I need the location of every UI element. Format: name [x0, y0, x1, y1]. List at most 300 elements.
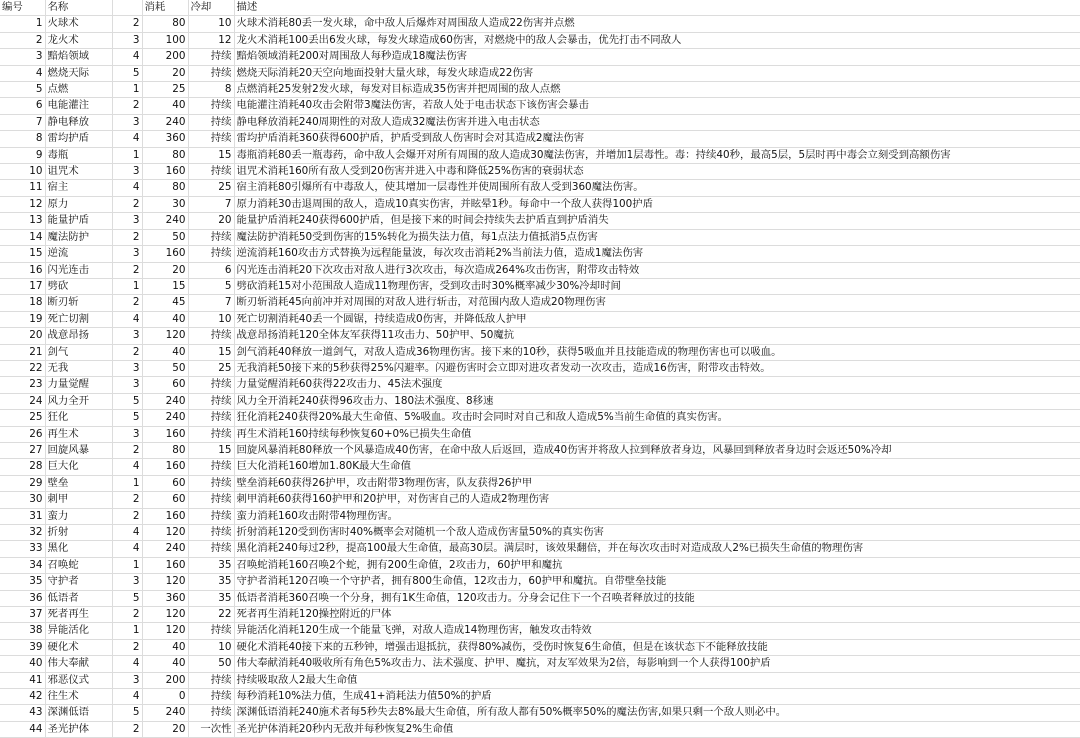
- cell-name[interactable]: 点燃: [45, 82, 112, 98]
- cell-name[interactable]: 能量护盾: [45, 213, 112, 229]
- header-cooldown[interactable]: 冷却: [188, 0, 234, 16]
- cell-level[interactable]: 3: [112, 360, 142, 376]
- cell-id[interactable]: 4: [0, 65, 45, 81]
- table-row: [0, 623, 1080, 639]
- cell-name[interactable]: 再生术: [45, 426, 112, 442]
- cell-name[interactable]: 召唤蛇: [45, 557, 112, 573]
- cell-id[interactable]: 6: [0, 98, 45, 114]
- cell-description[interactable]: 死亡切割消耗40丢一个圆锯，持续造成0伤害，并降低敌人护甲: [234, 311, 1080, 327]
- cell-cost[interactable]: 120: [142, 623, 188, 639]
- header-name[interactable]: 名称: [45, 0, 112, 16]
- header-id[interactable]: 编号: [0, 0, 45, 16]
- cell-name[interactable]: 毒瓶: [45, 147, 112, 163]
- cell-description[interactable]: 战意昂扬消耗120全体友军获得11攻击力、50护甲、50魔抗: [234, 328, 1080, 344]
- cell-cooldown[interactable]: 持续: [188, 459, 234, 475]
- cell-cost[interactable]: 360: [142, 590, 188, 606]
- cell-name[interactable]: 力量觉醒: [45, 377, 112, 393]
- cell-description[interactable]: 黑化消耗240每过2秒，提高100最大生命值，最高30层。满层时，该效果翻倍，并在每次攻击时对造成敌人2%已损失生命值的物理伤害: [234, 541, 1080, 557]
- cell-description[interactable]: 异能活化消耗120生成一个能量飞弹，对敌人造成14物理伤害，触发攻击特效: [234, 623, 1080, 639]
- cell-cooldown[interactable]: 8: [188, 82, 234, 98]
- table-row: [0, 639, 1080, 655]
- cell-id[interactable]: 27: [0, 442, 45, 458]
- cell-id[interactable]: 11: [0, 180, 45, 196]
- cell-cooldown[interactable]: 持续: [188, 705, 234, 721]
- cell-cost[interactable]: 160: [142, 246, 188, 262]
- table-row: [0, 721, 1080, 737]
- cell-name[interactable]: 火球术: [45, 16, 112, 32]
- cell-name[interactable]: 劈砍: [45, 278, 112, 294]
- cell-name[interactable]: 黑化: [45, 541, 112, 557]
- cell-id[interactable]: 39: [0, 639, 45, 655]
- cell-level[interactable]: 2: [112, 196, 142, 212]
- cell-level[interactable]: 1: [112, 557, 142, 573]
- cell-id[interactable]: 23: [0, 377, 45, 393]
- cell-cost[interactable]: 240: [142, 410, 188, 426]
- cell-cooldown[interactable]: 持续: [188, 377, 234, 393]
- cell-description[interactable]: 原力消耗30击退周围的敌人，造成10真实伤害，并眩晕1秒。每命中一个敌人获得100护盾: [234, 196, 1080, 212]
- cell-level[interactable]: 2: [112, 607, 142, 623]
- cell-id[interactable]: 17: [0, 278, 45, 294]
- cell-id[interactable]: 31: [0, 508, 45, 524]
- cell-description[interactable]: 龙火术消耗100丢出6发火球，每发火球造成60伤害，对燃烧中的敌人会暴击，优先打击不同敌人: [234, 32, 1080, 48]
- cell-id[interactable]: 26: [0, 426, 45, 442]
- cell-cost[interactable]: 240: [142, 393, 188, 409]
- cell-level[interactable]: 3: [112, 672, 142, 688]
- cell-id[interactable]: 38: [0, 623, 45, 639]
- cell-description[interactable]: 回旋风暴消耗80释放一个风暴造成40伤害，在命中敌人后返回，造成40伤害并将敌人拉到释放者身边，风暴回到释放者身边时会返还50%冷却: [234, 442, 1080, 458]
- cell-id[interactable]: 35: [0, 574, 45, 590]
- cell-id[interactable]: 34: [0, 557, 45, 573]
- cell-cost[interactable]: 45: [142, 295, 188, 311]
- cell-level[interactable]: 2: [112, 295, 142, 311]
- cell-cost[interactable]: 80: [142, 442, 188, 458]
- table-row: [0, 147, 1080, 163]
- cell-level[interactable]: 3: [112, 574, 142, 590]
- cell-cost[interactable]: 20: [142, 65, 188, 81]
- cell-cooldown[interactable]: 5: [188, 278, 234, 294]
- cell-name[interactable]: 断刃斩: [45, 295, 112, 311]
- cell-description[interactable]: 魔法防护消耗50受到伤害的15%转化为损失法力值，每1点法力值抵消5点伤害: [234, 229, 1080, 245]
- cell-description[interactable]: 力量觉醒消耗60获得22攻击力、45法术强度: [234, 377, 1080, 393]
- cell-level[interactable]: 2: [112, 508, 142, 524]
- cell-cost[interactable]: 120: [142, 574, 188, 590]
- cell-description[interactable]: 再生术消耗160持续每秒恢复60+0%已损失生命值: [234, 426, 1080, 442]
- cell-cost[interactable]: 240: [142, 213, 188, 229]
- cell-name[interactable]: 雷均护盾: [45, 131, 112, 147]
- cell-level[interactable]: 3: [112, 213, 142, 229]
- cell-id[interactable]: 8: [0, 131, 45, 147]
- table-row: [0, 16, 1080, 32]
- cell-cooldown[interactable]: 一次性: [188, 721, 234, 737]
- cell-description[interactable]: 折射消耗120受到伤害时40%概率会对随机一个敌人造成伤害量50%的真实伤害: [234, 525, 1080, 541]
- cell-description[interactable]: 持续吸取敌人2最大生命值: [234, 672, 1080, 688]
- cell-cooldown[interactable]: 35: [188, 574, 234, 590]
- cell-name[interactable]: 硬化术: [45, 639, 112, 655]
- cell-cooldown[interactable]: 10: [188, 311, 234, 327]
- cell-name[interactable]: 伟大奉献: [45, 656, 112, 672]
- cell-id[interactable]: 24: [0, 393, 45, 409]
- cell-cost[interactable]: 40: [142, 344, 188, 360]
- cell-level[interactable]: 4: [112, 311, 142, 327]
- table-row: [0, 689, 1080, 705]
- cell-cost[interactable]: 120: [142, 328, 188, 344]
- table-row: [0, 278, 1080, 294]
- cell-cost[interactable]: 80: [142, 147, 188, 163]
- table-row: [0, 328, 1080, 344]
- table-row: [0, 65, 1080, 81]
- cell-name[interactable]: 圣光护体: [45, 721, 112, 737]
- cell-id[interactable]: 3: [0, 49, 45, 65]
- cell-name[interactable]: 回旋风暴: [45, 442, 112, 458]
- cell-cost[interactable]: 80: [142, 180, 188, 196]
- cell-description[interactable]: 召唤蛇消耗160召唤2个蛇，拥有200生命值，2攻击力，60护甲和魔抗: [234, 557, 1080, 573]
- cell-cost[interactable]: 60: [142, 492, 188, 508]
- cell-level[interactable]: 4: [112, 131, 142, 147]
- cell-name[interactable]: 折射: [45, 525, 112, 541]
- cell-id[interactable]: 20: [0, 328, 45, 344]
- cell-level[interactable]: 3: [112, 114, 142, 130]
- cell-cost[interactable]: 20: [142, 721, 188, 737]
- cell-description[interactable]: 诅咒术消耗160所有敌人受到20伤害并进入中毒和降低25%伤害的衰弱状态: [234, 164, 1080, 180]
- cell-id[interactable]: 40: [0, 656, 45, 672]
- cell-cost[interactable]: 25: [142, 82, 188, 98]
- cell-level[interactable]: 5: [112, 410, 142, 426]
- cell-name[interactable]: 逆流: [45, 246, 112, 262]
- cell-id[interactable]: 12: [0, 196, 45, 212]
- cell-cooldown[interactable]: 持续: [188, 164, 234, 180]
- cell-id[interactable]: 14: [0, 229, 45, 245]
- cell-cooldown[interactable]: 持续: [188, 541, 234, 557]
- cell-cooldown[interactable]: 15: [188, 442, 234, 458]
- cell-cooldown[interactable]: 6: [188, 262, 234, 278]
- cell-cooldown[interactable]: 15: [188, 344, 234, 360]
- cell-id[interactable]: 21: [0, 344, 45, 360]
- cell-name[interactable]: 深渊低语: [45, 705, 112, 721]
- cell-description[interactable]: 燃烧天际消耗20天空向地面投射大量火球，每发火球造成22伤害: [234, 65, 1080, 81]
- cell-cooldown[interactable]: 持续: [188, 246, 234, 262]
- cell-name[interactable]: 刺甲: [45, 492, 112, 508]
- cell-level[interactable]: 3: [112, 328, 142, 344]
- cell-id[interactable]: 33: [0, 541, 45, 557]
- cell-id[interactable]: 1: [0, 16, 45, 32]
- cell-level[interactable]: 4: [112, 459, 142, 475]
- cell-level[interactable]: 2: [112, 344, 142, 360]
- cell-description[interactable]: 死者再生消耗120操控附近的尸体: [234, 607, 1080, 623]
- cell-description[interactable]: 宿主消耗80引爆所有中毒敌人，使其增加一层毒性并使周围所有敌人受到360魔法伤害。: [234, 180, 1080, 196]
- cell-description[interactable]: 伟大奉献消耗40吸收所有角色5%攻击力、法术强度、护甲、魔抗，对友军效果为2倍，每影响到一个人获得100护盾: [234, 656, 1080, 672]
- cell-cost[interactable]: 15: [142, 278, 188, 294]
- cell-cooldown[interactable]: 35: [188, 557, 234, 573]
- cell-level[interactable]: 3: [112, 426, 142, 442]
- cell-description[interactable]: 逆流消耗160攻击方式替换为远程能量波，每次攻击消耗2%当前法力值，造成1魔法伤害: [234, 246, 1080, 262]
- cell-level[interactable]: 5: [112, 393, 142, 409]
- cell-cost[interactable]: 30: [142, 196, 188, 212]
- table-row: [0, 131, 1080, 147]
- header-level[interactable]: [112, 0, 142, 16]
- cell-cooldown[interactable]: 持续: [188, 114, 234, 130]
- cell-cost[interactable]: 60: [142, 377, 188, 393]
- cell-cost[interactable]: 160: [142, 508, 188, 524]
- cell-cooldown[interactable]: 10: [188, 639, 234, 655]
- cell-cost[interactable]: 0: [142, 689, 188, 705]
- cell-cost[interactable]: 40: [142, 656, 188, 672]
- cell-level[interactable]: 5: [112, 705, 142, 721]
- cell-id[interactable]: 7: [0, 114, 45, 130]
- cell-level[interactable]: 4: [112, 180, 142, 196]
- cell-cost[interactable]: 200: [142, 672, 188, 688]
- cell-cost[interactable]: 160: [142, 557, 188, 573]
- cell-name[interactable]: 剑气: [45, 344, 112, 360]
- cell-id[interactable]: 25: [0, 410, 45, 426]
- cell-cooldown[interactable]: 持续: [188, 328, 234, 344]
- cell-name[interactable]: 静电释放: [45, 114, 112, 130]
- cell-description[interactable]: 巨大化消耗160增加1.80K最大生命值: [234, 459, 1080, 475]
- cell-cooldown[interactable]: 25: [188, 360, 234, 376]
- cell-cost[interactable]: 240: [142, 541, 188, 557]
- cell-id[interactable]: 5: [0, 82, 45, 98]
- table-row: [0, 180, 1080, 196]
- cell-level[interactable]: 2: [112, 442, 142, 458]
- table-row: [0, 705, 1080, 721]
- cell-level[interactable]: 3: [112, 32, 142, 48]
- cell-name[interactable]: 邪恶仪式: [45, 672, 112, 688]
- cell-cooldown[interactable]: 12: [188, 32, 234, 48]
- cell-cooldown[interactable]: 50: [188, 656, 234, 672]
- cell-level[interactable]: 2: [112, 639, 142, 655]
- cell-name[interactable]: 狂化: [45, 410, 112, 426]
- cell-cooldown[interactable]: 22: [188, 607, 234, 623]
- cell-cost[interactable]: 60: [142, 475, 188, 491]
- cell-id[interactable]: 32: [0, 525, 45, 541]
- cell-cost[interactable]: 160: [142, 459, 188, 475]
- cell-cooldown[interactable]: 持续: [188, 229, 234, 245]
- cell-name[interactable]: 巨大化: [45, 459, 112, 475]
- header-cost[interactable]: 消耗: [142, 0, 188, 16]
- cell-level[interactable]: 4: [112, 49, 142, 65]
- cell-name[interactable]: 诅咒术: [45, 164, 112, 180]
- cell-description[interactable]: 毒瓶消耗80丢一瓶毒药，命中敌人会爆开对所有周围的敌人造成30魔法伤害，并增加1层毒性。毒：持续40秒，最高5层，5层时再中毒会立刻受到高额伤害: [234, 147, 1080, 163]
- cell-cooldown[interactable]: 15: [188, 147, 234, 163]
- cell-level[interactable]: 1: [112, 147, 142, 163]
- table-row: [0, 459, 1080, 475]
- cell-id[interactable]: 2: [0, 32, 45, 48]
- cell-level[interactable]: 1: [112, 623, 142, 639]
- cell-level[interactable]: 4: [112, 541, 142, 557]
- cell-description[interactable]: 蛮力消耗160攻击附带4物理伤害。: [234, 508, 1080, 524]
- cell-id[interactable]: 29: [0, 475, 45, 491]
- cell-id[interactable]: 18: [0, 295, 45, 311]
- cell-id[interactable]: 30: [0, 492, 45, 508]
- cell-id[interactable]: 43: [0, 705, 45, 721]
- table-row: [0, 196, 1080, 212]
- cell-description[interactable]: 守护者消耗120召唤一个守护者，拥有800生命值，12攻击力，60护甲和魔抗。自带壁垒技能: [234, 574, 1080, 590]
- cell-cost[interactable]: 40: [142, 311, 188, 327]
- cell-cooldown[interactable]: 7: [188, 295, 234, 311]
- cell-level[interactable]: 4: [112, 525, 142, 541]
- cell-name[interactable]: 壁垒: [45, 475, 112, 491]
- cell-cost[interactable]: 120: [142, 607, 188, 623]
- cell-level[interactable]: 2: [112, 492, 142, 508]
- cell-name[interactable]: 闪光连击: [45, 262, 112, 278]
- cell-cooldown[interactable]: 25: [188, 180, 234, 196]
- cell-description[interactable]: 静电释放消耗240周期性的对敌人造成32魔法伤害并进入电击状态: [234, 114, 1080, 130]
- cell-cooldown[interactable]: 35: [188, 590, 234, 606]
- cell-level[interactable]: 1: [112, 278, 142, 294]
- cell-level[interactable]: 2: [112, 16, 142, 32]
- cell-level[interactable]: 1: [112, 475, 142, 491]
- cell-cost[interactable]: 40: [142, 98, 188, 114]
- table-row: [0, 557, 1080, 573]
- cell-level[interactable]: 2: [112, 98, 142, 114]
- table-row: [0, 393, 1080, 409]
- cell-cooldown[interactable]: 持续: [188, 492, 234, 508]
- cell-description[interactable]: 壁垒消耗60获得26护甲，攻击附带3物理伤害，队友获得26护甲: [234, 475, 1080, 491]
- header-description[interactable]: 描述: [234, 0, 1080, 16]
- cell-name[interactable]: 异能活化: [45, 623, 112, 639]
- cell-name[interactable]: 往生术: [45, 689, 112, 705]
- cell-name[interactable]: 守护者: [45, 574, 112, 590]
- cell-cost[interactable]: 160: [142, 426, 188, 442]
- cell-cooldown[interactable]: 20: [188, 213, 234, 229]
- cell-id[interactable]: 15: [0, 246, 45, 262]
- cell-cost[interactable]: 100: [142, 32, 188, 48]
- table-row: [0, 344, 1080, 360]
- cell-cost[interactable]: 240: [142, 114, 188, 130]
- cell-id[interactable]: 28: [0, 459, 45, 475]
- cell-cooldown[interactable]: 持续: [188, 689, 234, 705]
- cell-description[interactable]: 断刃斩消耗45向前冲并对周围的对敌人进行斩击，对范围内敌人造成20物理伤害: [234, 295, 1080, 311]
- cell-cost[interactable]: 20: [142, 262, 188, 278]
- table-row: [0, 360, 1080, 376]
- cell-description[interactable]: 电能灌注消耗40攻击会附带3魔法伤害，若敌人处于电击状态下该伤害会暴击: [234, 98, 1080, 114]
- cell-level[interactable]: 3: [112, 164, 142, 180]
- cell-description[interactable]: 每秒消耗10%法力值，生成41+消耗法力值50%的护盾: [234, 689, 1080, 705]
- cell-name[interactable]: 风力全开: [45, 393, 112, 409]
- cell-level[interactable]: 4: [112, 689, 142, 705]
- cell-cost[interactable]: 200: [142, 49, 188, 65]
- cell-level[interactable]: 4: [112, 656, 142, 672]
- cell-description[interactable]: 雷均护盾消耗360获得600护盾，护盾受到敌人伤害时会对其造成2魔法伤害: [234, 131, 1080, 147]
- cell-name[interactable]: 电能灌注: [45, 98, 112, 114]
- cell-cooldown[interactable]: 持续: [188, 672, 234, 688]
- cell-id[interactable]: 37: [0, 607, 45, 623]
- cell-description[interactable]: 硬化术消耗40接下来的五秒钟，增强击退抵抗，获得80%减伤，受伤时恢复6生命值，但是在该状态下不能释放技能: [234, 639, 1080, 655]
- cell-level[interactable]: 2: [112, 262, 142, 278]
- cell-name[interactable]: 战意昂扬: [45, 328, 112, 344]
- cell-cost[interactable]: 160: [142, 164, 188, 180]
- cell-cooldown[interactable]: 持续: [188, 131, 234, 147]
- cell-description[interactable]: 剑气消耗40释放一道剑气，对敌人造成36物理伤害。接下来的10秒，获得5吸血并且技能造成的物理伤害也可以吸血。: [234, 344, 1080, 360]
- cell-id[interactable]: 9: [0, 147, 45, 163]
- cell-id[interactable]: 42: [0, 689, 45, 705]
- cell-description[interactable]: 圣光护体消耗20秒内无敌并每秒恢复2%生命值: [234, 721, 1080, 737]
- cell-cost[interactable]: 240: [142, 705, 188, 721]
- cell-name[interactable]: 无我: [45, 360, 112, 376]
- cell-id[interactable]: 19: [0, 311, 45, 327]
- cell-cooldown[interactable]: 持续: [188, 525, 234, 541]
- cell-name[interactable]: 燃烧天际: [45, 65, 112, 81]
- table-row: [0, 656, 1080, 672]
- cell-cost[interactable]: 50: [142, 360, 188, 376]
- cell-description[interactable]: 深渊低语消耗240施术者每5秒失去8%最大生命值，所有敌人都有50%概率50%的魔法伤害,如果只剩一个敌人则必中。: [234, 705, 1080, 721]
- cell-cost[interactable]: 360: [142, 131, 188, 147]
- table-row: [0, 508, 1080, 524]
- cell-name[interactable]: 死亡切割: [45, 311, 112, 327]
- cell-cooldown[interactable]: 持续: [188, 98, 234, 114]
- table-row: [0, 607, 1080, 623]
- cell-name[interactable]: 死者再生: [45, 607, 112, 623]
- cell-cooldown[interactable]: 持续: [188, 475, 234, 491]
- cell-description[interactable]: 风力全开消耗240获得96攻击力、180法术强度、8移速: [234, 393, 1080, 409]
- table-row: [0, 311, 1080, 327]
- table-row: [0, 672, 1080, 688]
- cell-cooldown[interactable]: 持续: [188, 426, 234, 442]
- cell-level[interactable]: 5: [112, 65, 142, 81]
- cell-level[interactable]: 3: [112, 377, 142, 393]
- cell-level[interactable]: 1: [112, 82, 142, 98]
- cell-description[interactable]: 火球术消耗80丢一发火球，命中敌人后爆炸对周围敌人造成22伤害并点燃: [234, 16, 1080, 32]
- table-row: [0, 377, 1080, 393]
- cell-cooldown[interactable]: 7: [188, 196, 234, 212]
- cell-cooldown[interactable]: 持续: [188, 623, 234, 639]
- cell-level[interactable]: 3: [112, 246, 142, 262]
- table-row: [0, 98, 1080, 114]
- cell-name[interactable]: 龙火术: [45, 32, 112, 48]
- cell-id[interactable]: 10: [0, 164, 45, 180]
- cell-id[interactable]: 13: [0, 213, 45, 229]
- cell-cost[interactable]: 80: [142, 16, 188, 32]
- table-row: [0, 541, 1080, 557]
- cell-level[interactable]: 5: [112, 590, 142, 606]
- cell-name[interactable]: 低语者: [45, 590, 112, 606]
- cell-description[interactable]: 无我消耗50接下来的5秒获得25%闪避率。闪避伤害时会立即对进攻者发动一次攻击，造成16伤害，附带攻击特效。: [234, 360, 1080, 376]
- cell-description[interactable]: 闪光连击消耗20下次攻击对敌人进行3次攻击，每次造成264%攻击伤害，附带攻击特效: [234, 262, 1080, 278]
- table-row: [0, 525, 1080, 541]
- cell-name[interactable]: 原力: [45, 196, 112, 212]
- table-row: [0, 164, 1080, 180]
- cell-description[interactable]: 刺甲消耗60获得160护甲和20护甲，对伤害自己的人造成2物理伤害: [234, 492, 1080, 508]
- table-row: [0, 229, 1080, 245]
- cell-id[interactable]: 16: [0, 262, 45, 278]
- cell-description[interactable]: 狂化消耗240获得20%最大生命值、5%吸血。攻击时会同时对自己和敌人造成5%当前生命值的真实伤害。: [234, 410, 1080, 426]
- cell-description[interactable]: 黯焰领域消耗200对周围敌人每秒造成18魔法伤害: [234, 49, 1080, 65]
- cell-cooldown[interactable]: 持续: [188, 393, 234, 409]
- cell-cost[interactable]: 120: [142, 525, 188, 541]
- cell-id[interactable]: 36: [0, 590, 45, 606]
- cell-cost[interactable]: 40: [142, 639, 188, 655]
- cell-cooldown[interactable]: 持续: [188, 65, 234, 81]
- cell-cooldown[interactable]: 持续: [188, 49, 234, 65]
- cell-name[interactable]: 黯焰领域: [45, 49, 112, 65]
- cell-description[interactable]: 劈砍消耗15对小范围敌人造成11物理伤害，受到攻击时30%概率减少30%冷却时间: [234, 278, 1080, 294]
- cell-id[interactable]: 41: [0, 672, 45, 688]
- cell-description[interactable]: 点燃消耗25发射2发火球，每发对目标造成35伤害并把周围的敌人点燃: [234, 82, 1080, 98]
- cell-level[interactable]: 2: [112, 721, 142, 737]
- cell-description[interactable]: 能量护盾消耗240获得600护盾，但是接下来的时间会持续失去护盾直到护盾消失: [234, 213, 1080, 229]
- cell-cost[interactable]: 50: [142, 229, 188, 245]
- cell-description[interactable]: 低语者消耗360召唤一个分身，拥有1K生命值，120攻击力。分身会记住下一个召唤者释放过的技能: [234, 590, 1080, 606]
- header-row: [0, 0, 1080, 16]
- cell-cooldown[interactable]: 持续: [188, 410, 234, 426]
- cell-id[interactable]: 22: [0, 360, 45, 376]
- cell-level[interactable]: 2: [112, 229, 142, 245]
- cell-name[interactable]: 蛮力: [45, 508, 112, 524]
- cell-cooldown[interactable]: 持续: [188, 508, 234, 524]
- cell-cooldown[interactable]: 10: [188, 16, 234, 32]
- cell-id[interactable]: 44: [0, 721, 45, 737]
- cell-name[interactable]: 魔法防护: [45, 229, 112, 245]
- cell-name[interactable]: 宿主: [45, 180, 112, 196]
